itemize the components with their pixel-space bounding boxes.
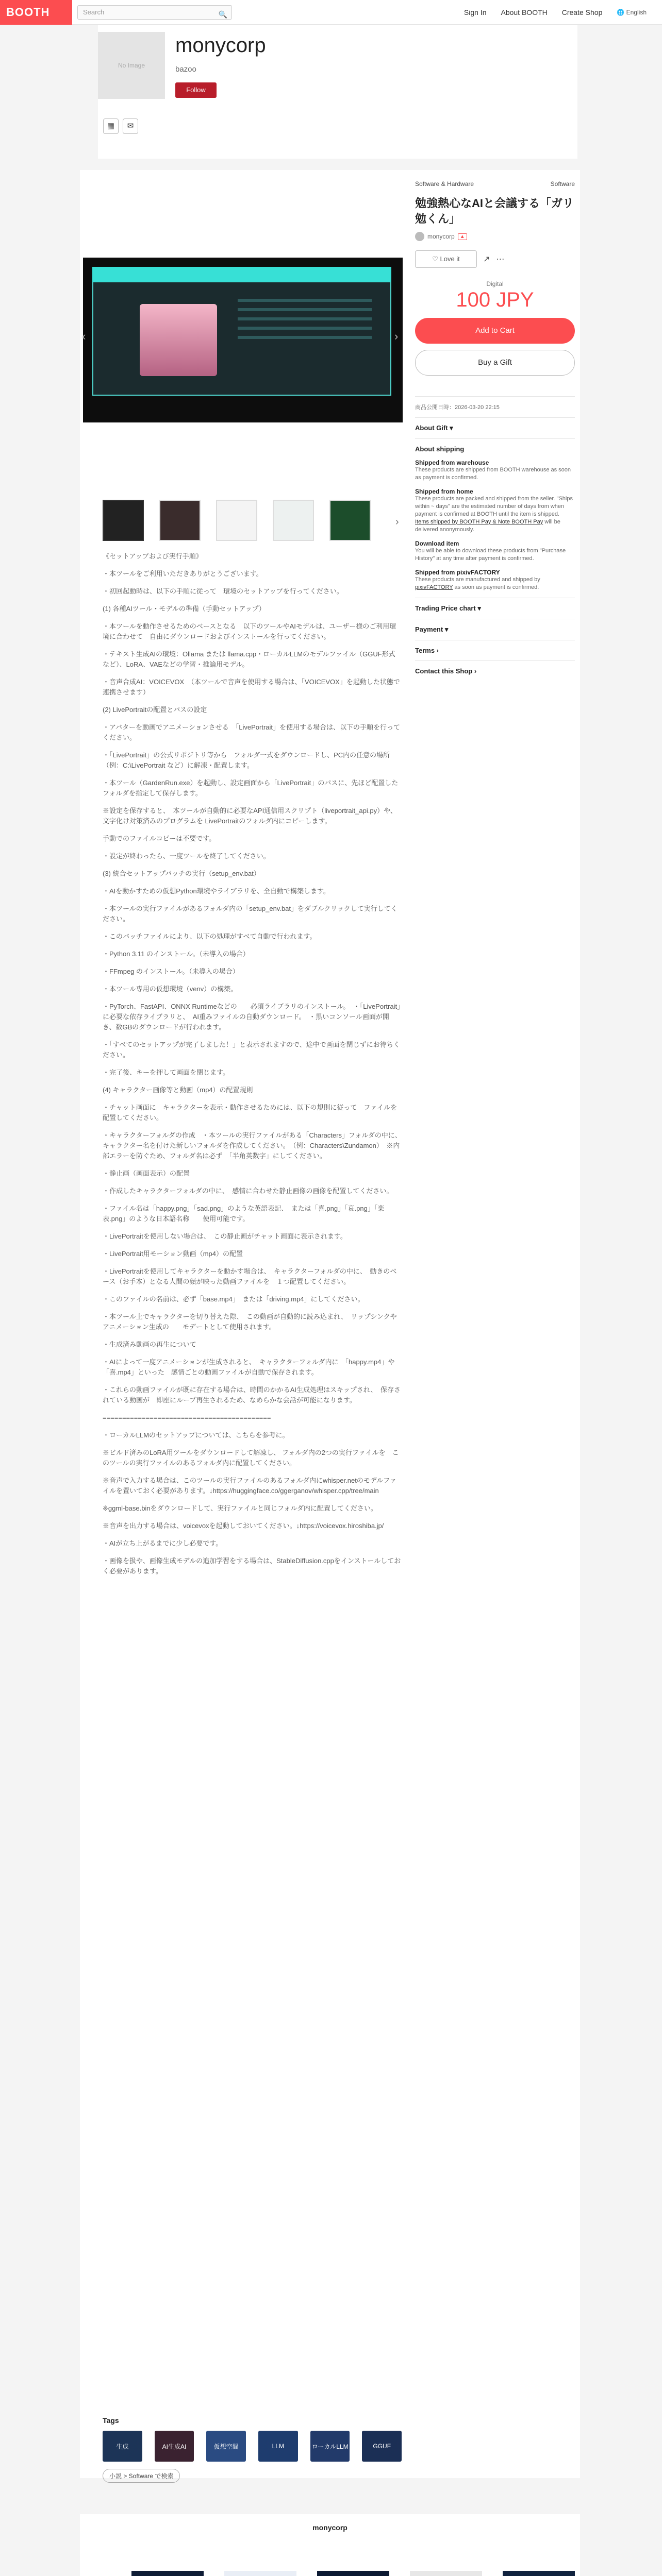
- description-paragraph: ・Python 3.11 のインストール。（未導入の場合）: [103, 950, 250, 958]
- carousel-items: [131, 2571, 575, 2576]
- shop-owner: bazoo: [175, 65, 196, 74]
- description-paragraph: ・画像を扱や、画像生成モデルの追加学習をする場合は、StableDiffusion.cppをインストールしておく必要があります。: [103, 1557, 401, 1575]
- tag-tile[interactable]: LLM: [258, 2431, 298, 2462]
- tag-tile[interactable]: GGUF: [362, 2431, 402, 2462]
- description-paragraph: ・FFmpeg のインストール。（未導入の場合）: [103, 968, 239, 975]
- payment-toggle[interactable]: Payment ▾: [415, 619, 575, 640]
- tag-tile[interactable]: AI生成AI: [155, 2431, 194, 2462]
- description-paragraph: ・LivePortraitを使用しない場合は、 この静止画がチャット画面に表示されます。: [103, 1232, 347, 1240]
- description-paragraph: ・キャラクターフォルダの作成 ・本ツールの実行ファイルがある「Characters」フォルダの中に、 キャラクター名を付けた新しいフォルダを作成してください。 （例：Characters\Zundamon） ※内部エラーを防ぐため、フォルダ名は必ず 「半角英数字」にしてください。: [103, 1131, 405, 1160]
- description-paragraph: ・音声合成AI：VOICEVOX （本ツールで音声を使用する場合は、「VOICEVOX」を起動した状態で連携させます）: [103, 678, 400, 696]
- download-label: Digital: [486, 280, 504, 287]
- pixiv-text-2: as soon as payment is confirmed.: [454, 584, 539, 590]
- description-paragraph: ・アバターを動画でアニメーションさせる 「LivePortrait」を使用する場合は、以下の手順を行ってください。: [103, 723, 401, 741]
- description-paragraph: ・初回起動時は、以下の手順に従って 環境のセットアップを行ってください。: [103, 587, 343, 595]
- trading-price-toggle[interactable]: Trading Price chart ▾: [415, 598, 575, 619]
- description-paragraph: ・「すべてのセットアップが完了しました！」と表示されますので、途中で画面を閉じずにお待ちください。: [103, 1041, 400, 1059]
- warehouse-heading: Shipped from warehouse: [415, 459, 489, 466]
- love-label: Love it: [440, 255, 460, 263]
- product-title: 勉強熱心なAIと会議する「ガリ勉くん」: [415, 197, 574, 225]
- description-paragraph: ・AIを動かすための仮想Python環境やライブラリを、全自動で構築します。: [103, 887, 330, 895]
- product-actions: [415, 250, 575, 268]
- add-to-cart-button[interactable]: Add to Cart: [415, 318, 575, 344]
- breadcrumb-category[interactable]: Software & Hardware: [415, 180, 474, 188]
- about-booth-link[interactable]: About BOOTH: [501, 8, 548, 16]
- description-paragraph: (4) キャラクター画像等と動画（mp4）の配置規則: [103, 1086, 253, 1094]
- screenshot-titlebar: [92, 267, 391, 282]
- contact-shop-link[interactable]: Contact this Shop ›: [415, 660, 575, 681]
- pixiv-text: These products are manufactured and shipped by: [415, 577, 540, 583]
- carousel-item[interactable]: [224, 2571, 296, 2576]
- description-paragraph: ※設定を保存すると、 本ツールが自動的に必要なAPI通信用スクリプト（liveportrait_api.py）や、 文字化け対策済みのプログラムを LivePortraitのフォルダ内にコピーします。: [103, 807, 401, 825]
- description-paragraph: ・本ツールの実行ファイルがあるフォルダ内の「setup_env.bat」をダブルクリックして実行してください。: [103, 905, 398, 923]
- breadcrumb-sub[interactable]: Software: [550, 180, 575, 188]
- search-icon[interactable]: 🔍: [218, 10, 227, 19]
- nav-links: [464, 0, 647, 25]
- description-paragraph: ・LivePortraitを使用してキャラクターを動かす場合は、 キャラクターフォルダの中に、 動きのベース（お手本）となる人間の顔が映った動画ファイルを １つ配置してください。: [103, 1267, 397, 1285]
- thumbnail-next-icon[interactable]: ›: [395, 516, 399, 528]
- description-paragraph: ・作成したキャラクターフォルダの中に、 感情に合わせた静止画像の画像を配置してください。: [103, 1187, 393, 1195]
- carousel-item-image[interactable]: [131, 2571, 204, 2576]
- description-paragraph: 《セットアップおよび実行手順》: [103, 552, 203, 560]
- product-description: [103, 551, 405, 1584]
- shop-header: [98, 25, 577, 159]
- mail-icon[interactable]: ✉: [123, 118, 138, 134]
- search-input[interactable]: [77, 5, 232, 20]
- description-paragraph: 手動でのファイルコピーは不要です。: [103, 835, 216, 842]
- terms-link[interactable]: Terms ›: [415, 640, 575, 660]
- description-paragraph: ・「LivePortrait」の公式リポジトリ等から フォルダ一式をダウンロードし、PC内の任意の場所（例：C:\LivePortrait など）に解凍・配置します。: [103, 751, 390, 769]
- thumbnail[interactable]: [273, 500, 314, 541]
- terms-label: Terms: [415, 647, 435, 654]
- follow-button[interactable]: Follow: [175, 82, 217, 98]
- description-paragraph: ・本ツールを動作させるためのベースとなる 以下のツールやAIモデルは、ユーザー様のご利用環境に合わせて 自由にダウンロードおよびインストールを行ってください。: [103, 622, 396, 640]
- payment-label: Payment: [415, 625, 443, 633]
- thumbnail[interactable]: [103, 500, 144, 541]
- seller-name[interactable]: monycorp: [427, 233, 455, 240]
- product-image-gallery[interactable]: [83, 258, 403, 422]
- sign-in-link[interactable]: Sign In: [464, 8, 487, 16]
- about-gift-label: About Gift: [415, 424, 448, 432]
- carousel-item-image[interactable]: [503, 2571, 575, 2576]
- seller-badge: ▲: [458, 233, 467, 240]
- seller-avatar: [415, 232, 424, 241]
- tag-tile[interactable]: 生成: [103, 2431, 142, 2462]
- seller-row[interactable]: [415, 232, 575, 241]
- thumbnail[interactable]: [329, 500, 371, 541]
- home-text: These products are packed and shipped from the seller. "Ships within ~ days" are the estimated number of days from when payment is confirmed at BOOTH until the item is shipped.: [415, 496, 573, 517]
- description-paragraph: ・チャット画面に キャラクターを表示・動作させるためには、以下の規則に従って ファイルを配置してください。: [103, 1104, 398, 1122]
- description-paragraph: ※音声で入力する場合は、このツールの実行ファイルのあるフォルダ内にwhisper.netのモデルファイルを置いておく必要があります。↓https://huggingface.co/ggerganov/whisper.cpp/tree/main: [103, 1477, 396, 1495]
- gallery-prev-icon[interactable]: ‹: [82, 330, 86, 343]
- gallery-next-icon[interactable]: ›: [394, 330, 399, 343]
- language-label: English: [626, 9, 647, 16]
- price-box: [415, 280, 575, 312]
- shop-avatar[interactable]: No Image: [98, 32, 165, 99]
- shipping-heading: About shipping: [415, 445, 465, 453]
- price: 100 JPY: [456, 289, 534, 311]
- carousel-item-image[interactable]: [317, 2571, 389, 2576]
- thumbnail-strip: [103, 500, 391, 541]
- language-selector[interactable]: 🌐 English: [617, 9, 647, 16]
- contact-label: Contact this Shop: [415, 667, 473, 675]
- tags-section: [103, 2416, 402, 2483]
- buy-gift-button[interactable]: Buy a Gift: [415, 350, 575, 376]
- description-paragraph: ===========================================: [103, 1414, 271, 1421]
- top-nav: [0, 0, 662, 25]
- tag-list: [103, 2431, 402, 2462]
- purchase-panel: [415, 180, 575, 681]
- description-paragraph: ・本ツール（GardenRun.exe）を起動し、設定画面から「LivePortrait」のパスに、先ほど配置したフォルダを指定して保存します。: [103, 779, 399, 797]
- description-paragraph: ・AIによって一度アニメーションが生成されると、 キャラクターフォルダ内に 「happy.mp4」や「喜.mp4」といった 感情ごとの動画ファイルが自動で保存されます。: [103, 1358, 395, 1376]
- download-heading: Download item: [415, 540, 459, 547]
- breadcrumb: [415, 180, 575, 192]
- description-paragraph: ・PyTorch、FastAPI、ONNX Runtimeなどの 必須ライブラリのインストール。 ・「LivePortrait」に必要な依存ライブラリと、 AI重みファイルの自動ダウンロード。 ・黒いコンソール画面が開き、数GBのダウンロードが行われます。: [103, 1003, 401, 1031]
- product-meta: [415, 396, 575, 681]
- search-placeholder: Search: [83, 8, 105, 16]
- tag-tile[interactable]: 仮想空間: [206, 2431, 246, 2462]
- description-paragraph: (3) 統合セットアップバッチの実行（setup_env.bat）: [103, 870, 260, 877]
- description-paragraph: ・完了後、キーを押して画面を閉じます。: [103, 1069, 229, 1076]
- description-paragraph: ・設定が終わったら、一度ツールを終了してください。: [103, 852, 270, 860]
- description-paragraph: ・本ツール専用の仮想環境（venv）の構築。: [103, 985, 238, 993]
- trading-label: Trading Price chart: [415, 604, 476, 612]
- description-paragraph: (2) LivePortraitの配置とパスの設定: [103, 706, 207, 714]
- shop-name[interactable]: monycorp: [175, 34, 266, 57]
- description-paragraph: ・テキスト生成AIの環境：Ollama または llama.cpp・ローカルLLMのモデルファイル（GGUF形式など）、LoRA、VAEなどの学習・推論用モデル。: [103, 650, 395, 668]
- description-paragraph: ・生成済み動画の再生について: [103, 1341, 196, 1348]
- description-paragraph: ・AIが立ち上がるまでに少し必要です。: [103, 1539, 223, 1547]
- description-paragraph: ・本ツールをご利用いただきありがとうございます。: [103, 570, 263, 578]
- description-paragraph: ※音声を出力する場合は、voicevoxを起動しておいてください。↓https://voicevox.hiroshiba.jp/: [103, 1522, 384, 1530]
- shipping-info: [415, 438, 575, 598]
- pixiv-factory-link[interactable]: pixivFACTORY: [415, 584, 453, 590]
- tags-heading: Tags: [103, 2416, 119, 2425]
- anonymous-text: will be delivered anonymously.: [415, 519, 560, 533]
- category-search-pill[interactable]: 小説 > Software で検索: [103, 2469, 180, 2483]
- carousel-item[interactable]: [131, 2571, 204, 2576]
- warehouse-text: These products are shipped from BOOTH warehouse as soon as payment is confirmed.: [415, 467, 571, 481]
- love-button[interactable]: ♡ Love it: [415, 250, 477, 268]
- description-paragraph: ・ファイル名は「happy.png」「sad.png」のような英語表記、 または「喜.png」「哀.png」「楽表.png」のような日本語名称 使用可能です。: [103, 1205, 385, 1223]
- share-icon[interactable]: ↗: [483, 255, 490, 264]
- carousel-item-image[interactable]: [410, 2571, 482, 2576]
- publish-date: 商品公開日時：2026-03-20 22:15: [415, 396, 575, 417]
- shop-items-carousel: [80, 2514, 580, 2576]
- description-paragraph: ・LivePortrait用モーション動画（mp4）の配置: [103, 1250, 243, 1258]
- carousel-item[interactable]: [410, 2571, 482, 2576]
- carousel-item[interactable]: [317, 2571, 389, 2576]
- avatar-face-image: [140, 304, 217, 376]
- anonymous-delivery-link[interactable]: Items shipped by BOOTH Pay & Note BOOTH Pay: [415, 519, 543, 525]
- tag-tile[interactable]: ローカルLLM: [310, 2431, 350, 2462]
- description-paragraph: ・これらの動画ファイルが既に存在する場合は、時間のかかるAI生成処理はスキップされ、 保存されている動画が 即座にループ再生されるため、なめらかな会話が可能になります。: [103, 1386, 401, 1404]
- product-main: [80, 170, 580, 2478]
- description-paragraph: ・このファイルの名前は、必ず「base.mp4」 または「driving.mp4」にしてください。: [103, 1295, 365, 1303]
- chat-lines: [238, 299, 372, 376]
- description-paragraph: ※ビルド済みのLoRA用ツールをダウンロードして解凍し、 フォルダ内の2つの実行ファイルを このツールの実行ファイルのあるフォルダ内に配置してください。: [103, 1449, 399, 1467]
- description-paragraph: ・ローカルLLMのセットアップについては、こちらを参考に。: [103, 1431, 289, 1439]
- carousel-shop-name[interactable]: monycorp: [312, 2523, 347, 2532]
- description-paragraph: ・本ツール上でキャラクターを切り替えた際、 この動画が自動的に読み込まれ、 リップシンクやアニメーション生成の モデートとして使用されます。: [103, 1313, 397, 1331]
- description-paragraph: ・このバッチファイルにより、以下の処理がすべて自動で行われます。: [103, 933, 317, 940]
- about-gift-toggle[interactable]: About Gift ▾: [415, 417, 575, 438]
- carousel-item[interactable]: [503, 2571, 575, 2576]
- booth-logo[interactable]: BOOTH: [0, 0, 72, 25]
- thumbnail[interactable]: [216, 500, 257, 541]
- description-paragraph: (1) 各種AIツール・モデルの準備（手動セットアップ）: [103, 605, 266, 613]
- thumbnail[interactable]: [159, 500, 201, 541]
- more-icon[interactable]: ⋯: [496, 255, 505, 264]
- description-paragraph: ※ggml-base.binをダウンロードして、実行ファイルと同じフォルダ内に配置してください。: [103, 1504, 377, 1512]
- home-heading: Shipped from home: [415, 488, 473, 495]
- shop-share-icon[interactable]: ▦: [103, 118, 119, 134]
- download-text: You will be able to download these products from "Purchase History" at any time after payment is confirmed.: [415, 548, 566, 562]
- pixiv-heading: Shipped from pixivFACTORY: [415, 569, 500, 576]
- description-paragraph: ・静止画（画面表示）の配置: [103, 1170, 190, 1177]
- create-shop-link[interactable]: Create Shop: [561, 8, 603, 16]
- carousel-item-image[interactable]: [224, 2571, 296, 2576]
